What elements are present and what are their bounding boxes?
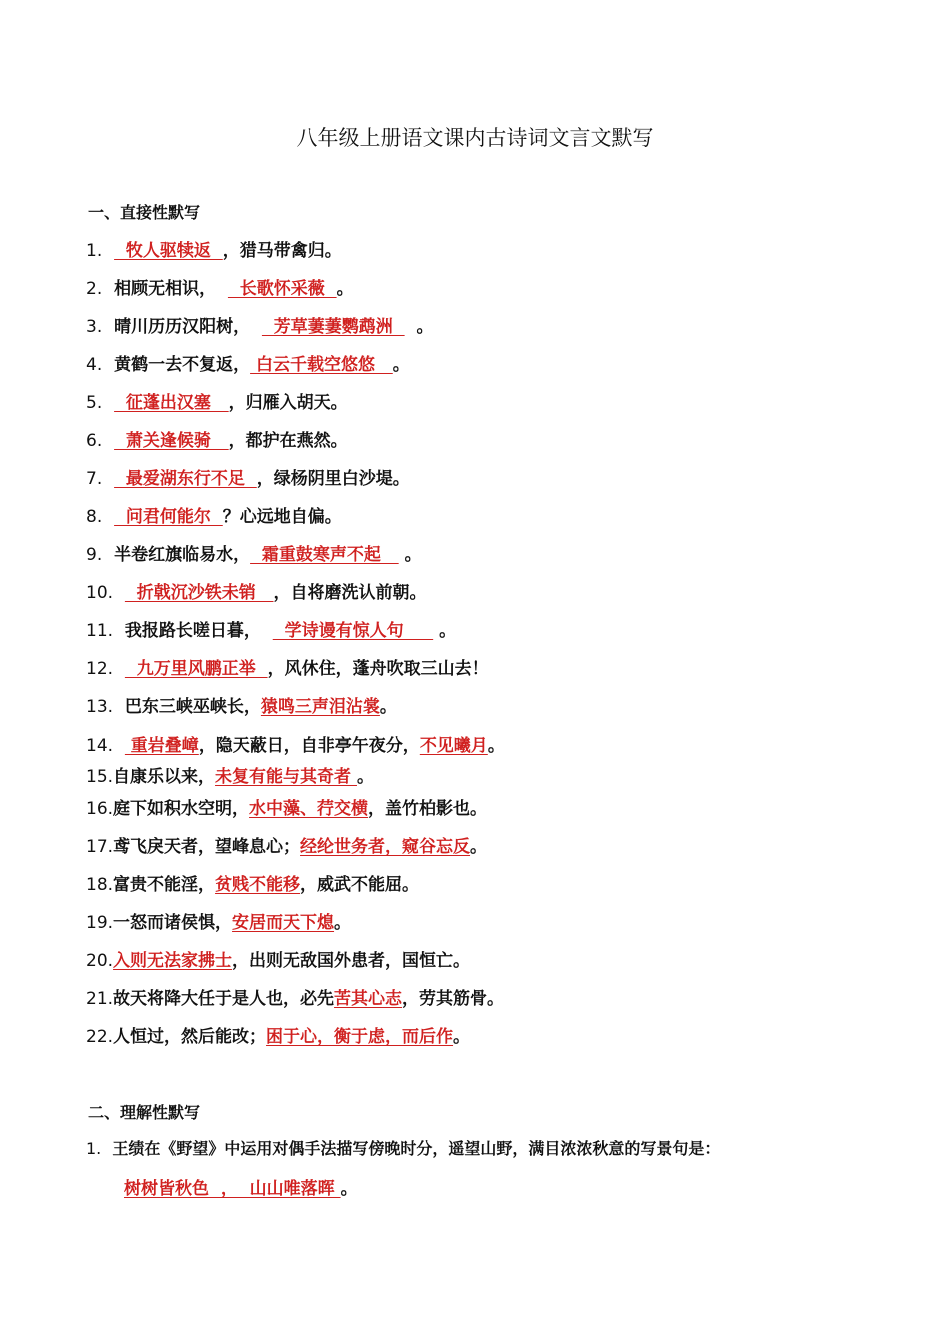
item-number: 18.: [86, 875, 114, 895]
item-suffix: ，归雁入胡天。: [228, 393, 348, 413]
section-heading-comprehension: 二、理解性默写: [88, 1103, 201, 1122]
item-suffix: 。: [433, 621, 457, 641]
list-item: [86, 236, 342, 261]
item-number: 12.: [86, 659, 114, 679]
item-prefix: 富贵不能淫，: [113, 875, 216, 895]
item-number: 17.: [86, 837, 114, 857]
item-prefix: [113, 583, 125, 603]
item-prefix: 一怒而诸侯惧，: [113, 913, 233, 933]
item-prefix: 巴东三峡巫峡长，: [113, 697, 261, 717]
list-item: [86, 762, 374, 787]
item-prefix: 我报路长嗟日暮，: [113, 621, 273, 641]
item-answer: 水中藻、荇交横: [249, 799, 369, 819]
question-answer-line: [124, 1174, 358, 1199]
item-suffix: 。: [379, 697, 397, 717]
list-item: [86, 616, 456, 641]
item-middle: ，隐天蔽日，自非亭午夜分，: [198, 736, 420, 756]
list-item: [86, 946, 470, 971]
item-prefix: 故天将降大任于是人也，必先: [113, 989, 335, 1009]
question-answer-suffix: 。: [340, 1179, 358, 1199]
item-suffix: 。: [404, 317, 434, 337]
item-answer: 白云千载空悠悠: [250, 355, 393, 375]
item-suffix: 。: [356, 767, 374, 787]
item-answer: 贫贱不能移: [215, 875, 301, 895]
item-prefix: [113, 659, 125, 679]
item-suffix: ，劳其筋骨。: [402, 989, 505, 1009]
item-prefix: [102, 393, 114, 413]
item-suffix: 。: [453, 1027, 471, 1047]
item-suffix: 。: [398, 545, 422, 565]
item-prefix: 黄鹤一去不复返，: [102, 355, 251, 375]
list-item: [86, 654, 489, 679]
item-prefix: [102, 469, 114, 489]
item-suffix: ，风休住，蓬舟吹取三山去！: [267, 659, 489, 679]
list-item: [86, 388, 348, 413]
item-prefix: 庭下如积水空明，: [113, 799, 250, 819]
list-item: [86, 274, 354, 299]
item-answer: 征蓬出汉塞: [114, 393, 229, 413]
question-text: 王绩在《野望》中运用对偶手法描写傍晚时分，遥望山野，满目浓浓秋意的写景句是：: [101, 1139, 721, 1158]
item-answer: 未复有能与其奇者: [215, 767, 357, 787]
item-answer: 霜重鼓寒声不起: [250, 545, 399, 565]
item-answer: 问君何能尔: [114, 507, 223, 527]
item-answer: 折戟沉沙铁未销: [124, 583, 274, 603]
item-answer-2: 不见曦月: [419, 736, 488, 756]
item-number: 2.: [86, 279, 103, 299]
section-heading-direct: 一、直接性默写: [88, 203, 201, 222]
item-answer: 萧关逢候骑: [114, 431, 229, 451]
item-prefix: 相顾无相识，: [102, 279, 228, 299]
item-number: 13.: [86, 697, 114, 717]
list-item: [86, 540, 422, 565]
item-number: 22.: [86, 1027, 114, 1047]
list-item: [86, 578, 426, 603]
list-item: [86, 908, 351, 933]
list-item: [86, 870, 419, 895]
list-item: [86, 426, 348, 451]
question-number: 1.: [86, 1139, 102, 1158]
item-answer: 入则无法家拂士: [113, 951, 233, 971]
list-item: [86, 350, 410, 375]
item-number: 9.: [86, 545, 103, 565]
list-item: [86, 692, 397, 717]
item-prefix: 半卷红旗临易水，: [102, 545, 251, 565]
item-suffix: ，绿杨阴里白沙堤。: [256, 469, 410, 489]
question-answer: 树树皆秋色 ， 山山唯落晖: [124, 1179, 341, 1199]
item-answer: 学诗谩有惊人句: [272, 621, 434, 641]
item-answer: 九万里风鹏正举: [124, 659, 268, 679]
list-item: [86, 832, 487, 857]
item-answer: 困于心，衡于虑，而后作: [266, 1027, 454, 1047]
item-number: 19.: [86, 913, 114, 933]
item-number: 7.: [86, 469, 103, 489]
item-answer: 安居而天下熄: [232, 913, 335, 933]
list-item: [86, 731, 505, 756]
item-suffix: ，威武不能屈。: [300, 875, 420, 895]
list-item: [86, 1022, 470, 1047]
item-answer: 苦其心志: [334, 989, 403, 1009]
list-item: [86, 312, 433, 337]
item-prefix: 自康乐以来，: [113, 767, 216, 787]
item-suffix: 。: [392, 355, 410, 375]
list-item: [86, 502, 342, 527]
item-number: 10.: [86, 583, 114, 603]
item-prefix: [113, 736, 125, 756]
item-number: 1.: [86, 241, 103, 261]
item-number: 15.: [86, 767, 114, 787]
item-prefix: [102, 431, 114, 451]
item-suffix: ，盖竹柏影也。: [368, 799, 488, 819]
item-number: 20.: [86, 951, 114, 971]
item-suffix: ，出则无敌国外患者，国恒亡。: [232, 951, 471, 971]
item-suffix: ？心远地自偏。: [222, 507, 342, 527]
item-number: 3.: [86, 317, 103, 337]
item-answer: 长歌怀采薇: [227, 279, 337, 299]
document-title: 八年级上册语文课内古诗词文言文默写: [296, 126, 654, 150]
item-answer: 经纶世务者，窥谷忘反: [300, 837, 471, 857]
item-answer: 牧人驱犊返: [114, 241, 223, 261]
item-number: 14.: [86, 736, 114, 756]
item-number: 21.: [86, 989, 114, 1009]
item-number: 11.: [86, 621, 114, 641]
item-number: 4.: [86, 355, 103, 375]
item-prefix: 鸢飞戾天者，望峰息心；: [113, 837, 301, 857]
item-suffix: 。: [470, 837, 488, 857]
item-answer: 最爱湖东行不足: [114, 469, 257, 489]
item-suffix: 。: [334, 913, 352, 933]
item-suffix: 。: [336, 279, 354, 299]
question-item: [86, 1136, 720, 1159]
list-item: [86, 984, 504, 1009]
item-prefix: 晴川历历汉阳树，: [102, 317, 262, 337]
item-suffix: ，自将磨洗认前朝。: [273, 583, 427, 603]
item-suffix: ，猎马带禽归。: [222, 241, 342, 261]
item-answer: 猿鸣三声泪沾裳: [260, 697, 380, 717]
item-number: 8.: [86, 507, 103, 527]
item-number: 16.: [86, 799, 114, 819]
item-number: 6.: [86, 431, 103, 451]
item-prefix: [102, 241, 114, 261]
item-prefix: 人恒过，然后能改；: [113, 1027, 267, 1047]
list-item: [86, 464, 410, 489]
item-answer: 芳草萋萋鹦鹉洲: [261, 317, 405, 337]
item-number: 5.: [86, 393, 103, 413]
item-suffix: ，都护在燕然。: [228, 431, 348, 451]
list-item: [86, 794, 487, 819]
item-suffix: 。: [487, 736, 505, 756]
item-prefix: [102, 507, 114, 527]
item-answer: 重岩叠嶂: [124, 736, 199, 756]
